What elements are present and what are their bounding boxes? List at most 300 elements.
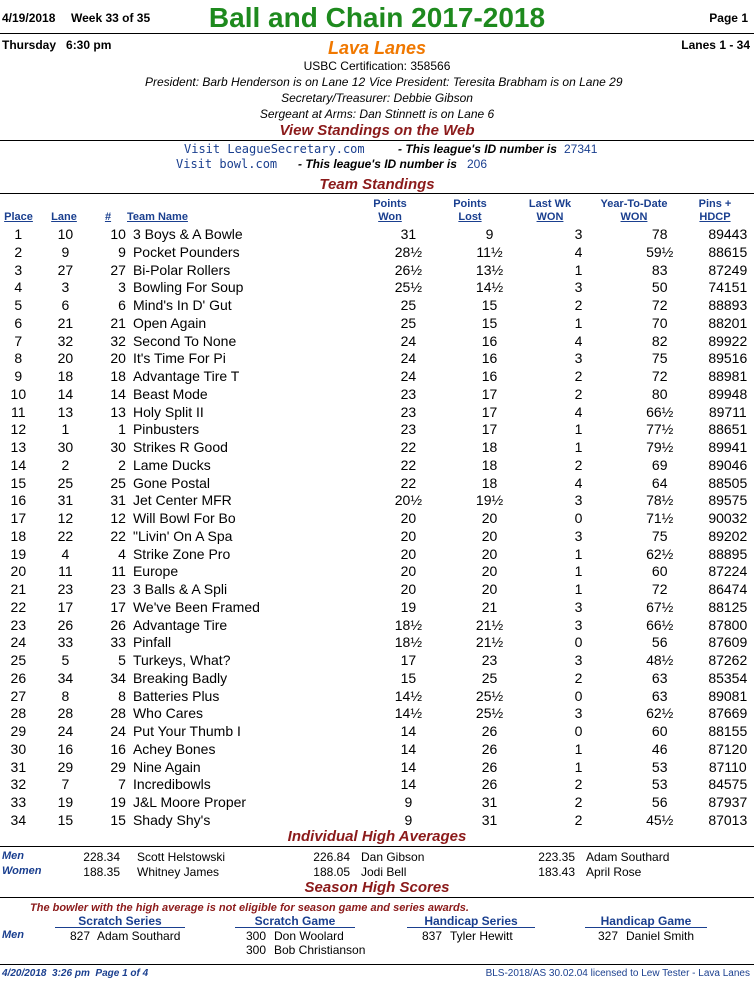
cell-team-name: Bowling For Soup [132,279,244,296]
cell-team-name: Jet Center MFR [132,492,232,509]
cell-lane: 2 [61,456,70,473]
cell-last-week-won: 3 [574,279,583,296]
standings-rule [0,193,754,194]
cell-place: 29 [10,723,27,739]
cell-ytd-won: 48½ [646,652,674,668]
cell-team-name: Holy Split II [132,403,204,420]
cell-points-lost: 26 [481,723,498,739]
men-label: Men [2,850,24,862]
cell-points-lost: 31 [481,794,498,810]
cell-team-number: 11 [111,563,126,580]
cell-place: 17 [10,510,27,526]
day-time: Thursday 6:30 pm [2,38,112,52]
cell-team-number: 25 [110,474,126,491]
cell-ytd-won: 59½ [646,243,674,260]
col-header-points-won: Points Won [373,198,407,223]
cell-place: 23 [10,616,27,633]
cell-team-name: Mind's In D' Gut [132,297,232,313]
cell-team-name: Europe [132,563,179,580]
cell-ytd-won: 71½ [646,510,674,526]
cell-points-lost: 31 [481,811,498,828]
cell-pins-hdcp: 86474 [708,581,748,597]
cell-lane: 22 [57,527,74,544]
cell-points-lost: 26 [481,776,498,793]
cell-place: 8 [14,350,23,367]
leaguesecretary-link[interactable]: Visit LeagueSecretary.com [184,142,365,156]
col-header-ytd: Year-To-Date WON [600,198,668,223]
cell-ytd-won: 75 [651,350,668,367]
handicap-game-name: Daniel Smith [626,929,695,943]
cell-team-number: 8 [118,687,126,704]
cell-points-won: 31 [400,226,417,242]
cell-team-number: 22 [110,527,126,544]
cell-pins-hdcp: 87110 [708,758,747,775]
cell-points-lost: 21½ [475,616,504,633]
cell-points-lost: 20 [481,510,498,526]
cell-team-name: Strikes R Good [132,439,228,455]
cell-points-lost: 20 [481,527,498,544]
cell-lane: 28 [57,705,74,722]
cell-lane: 13 [57,403,74,420]
standings-row [0,226,754,244]
cell-lane: 7 [61,776,70,793]
women-avg-3-name: April Rose [586,865,642,879]
cell-last-week-won: 1 [574,758,583,775]
cell-team-number: 19 [110,794,126,810]
cell-last-week-won: 1 [574,439,583,455]
cell-ytd-won: 62½ [646,705,674,722]
cell-pins-hdcp: 88615 [708,243,748,260]
col-header-number: # [104,211,112,223]
cell-team-name: Pinbusters [132,421,200,438]
cell-team-number: 10 [110,226,126,242]
standings-row [0,404,754,422]
cell-team-name: Gone Postal [132,474,211,491]
cell-points-won: 20 [400,563,417,580]
cell-team-name: Open Again [132,314,207,331]
cell-points-lost: 26 [481,758,498,775]
cell-points-lost: 17 [481,421,498,438]
cell-points-won: 14 [400,776,417,793]
cell-lane: 21 [57,314,74,331]
cell-points-lost: 23 [481,652,498,668]
cell-lane: 29 [57,758,74,775]
cell-points-lost: 16 [481,368,498,384]
lanes-label: Lanes 1 - 34 [681,38,750,52]
sergeant-line: Sergeant at Arms: Dan Stinnett is on Lane 6 [259,107,495,121]
web-section-title: View Standings on the Web [279,122,475,139]
standings-row [0,510,754,528]
cell-last-week-won: 2 [574,776,583,793]
cell-team-name: Shady Shy's [132,811,211,828]
cell-ytd-won: 72 [651,581,668,597]
cell-ytd-won: 78½ [646,492,674,509]
cell-points-won: 20 [400,581,417,597]
cell-ytd-won: 60 [651,723,668,739]
cell-team-number: 29 [110,758,126,775]
cell-points-won: 18½ [394,634,422,651]
women-avg-1-name: Whitney James [137,865,220,879]
cell-last-week-won: 3 [574,705,583,722]
leaguesecretary-id-text: - This league's ID number is [398,142,557,156]
report-date: 4/19/2018 [2,11,56,25]
week-label: Week 33 of 35 [71,11,151,25]
cell-place: 19 [10,545,27,562]
cell-lane: 33 [57,634,74,651]
cell-last-week-won: 3 [574,527,583,544]
cell-lane: 3 [61,279,70,296]
cell-lane: 10 [57,226,74,242]
cell-points-won: 20 [400,527,417,544]
cell-team-name: Put Your Thumb I [132,723,241,739]
cell-place: 14 [10,456,27,473]
cell-ytd-won: 63 [651,669,668,686]
cell-team-number: 20 [110,350,126,367]
standings-row [0,297,754,315]
cell-place: 2 [14,243,23,260]
standings-row [0,386,754,404]
averages-rule [0,846,754,847]
cell-last-week-won: 3 [574,652,583,668]
cell-last-week-won: 2 [574,811,583,828]
cell-ytd-won: 56 [651,794,668,810]
handicap-series-score: 837 [421,929,442,943]
cell-lane: 4 [61,545,70,562]
cell-lane: 32 [57,332,74,349]
cell-team-number: 34 [110,669,126,686]
cell-pins-hdcp: 87609 [708,634,748,651]
cell-lane: 17 [57,598,74,615]
cell-team-number: 12 [110,510,126,526]
cell-last-week-won: 3 [574,598,583,615]
standings-row [0,670,754,688]
cell-last-week-won: 3 [574,350,583,367]
usbc-certification: USBC Certification: 358566 [303,59,451,73]
cell-team-number: 23 [110,581,126,597]
scratch-game-score-1: 300 [245,929,266,943]
cell-ytd-won: 56 [651,634,668,651]
standings-row [0,546,754,564]
standings-row [0,350,754,368]
cell-points-lost: 15 [481,297,498,313]
cell-team-number: 27 [110,261,126,278]
cell-points-lost: 20 [481,581,498,597]
cell-team-number: 26 [110,616,126,633]
cell-ytd-won: 53 [651,758,668,775]
cell-ytd-won: 79½ [646,439,674,455]
cell-ytd-won: 83 [651,261,668,278]
cell-points-lost: 26 [481,740,498,757]
cell-points-won: 23 [400,403,417,420]
cell-team-name: Pinfall [132,634,172,651]
footer-timestamp: 4/20/2018 3:26 pm Page 1 of 4 [2,968,149,979]
president-line: President: Barb Henderson is on Lane 12 [145,75,366,89]
standings-row [0,617,754,635]
cell-ytd-won: 72 [651,297,668,313]
cell-last-week-won: 4 [574,332,583,349]
scratch-game-name-2: Bob Christianson [274,943,366,957]
cell-points-won: 24 [400,368,417,384]
standings-row [0,457,754,475]
cell-lane: 11 [58,563,73,580]
cell-ytd-won: 75 [651,527,668,544]
cell-points-lost: 18 [481,456,498,473]
vice-president-line: Vice President: Teresita Brabham is on Lane 29 [369,75,623,89]
cell-points-won: 22 [400,439,417,455]
cell-team-name: Turkeys, What? [132,652,231,668]
cell-place: 33 [10,794,27,810]
standings-row [0,688,754,706]
cell-pins-hdcp: 89081 [708,687,748,704]
cell-points-won: 20 [400,545,417,562]
cell-points-lost: 25 [481,669,498,686]
cell-lane: 6 [61,297,70,313]
cell-team-number: 32 [110,332,126,349]
cell-team-number: 14 [110,385,126,402]
cell-points-lost: 21½ [475,634,504,651]
cell-team-number: 24 [110,723,126,739]
cell-lane: 26 [57,616,74,633]
cell-points-lost: 20 [481,545,498,562]
standings-row [0,812,754,830]
col-header-last-week: Last Wk WON [528,198,572,223]
cell-pins-hdcp: 88895 [708,545,748,562]
standings-row [0,723,754,741]
cell-ytd-won: 82 [651,332,668,349]
cell-pins-hdcp: 87013 [708,811,748,828]
cell-points-won: 24 [400,350,417,367]
cell-team-name: Batteries Plus [132,687,220,704]
cell-lane: 1 [61,421,70,438]
cell-place: 31 [10,758,27,775]
cell-pins-hdcp: 87249 [708,261,748,278]
cell-points-lost: 17 [481,385,498,402]
cell-points-lost: 16 [481,350,498,367]
col-header-lane: Lane [51,211,77,223]
scratch-game-name-1: Don Woolard [274,929,344,943]
cell-place: 24 [10,634,27,651]
cell-pins-hdcp: 89443 [708,226,748,242]
cell-lane: 9 [61,243,70,260]
cell-place: 3 [14,261,23,278]
cell-ytd-won: 45½ [646,811,674,828]
cell-team-name: Incredibowls [132,776,211,793]
cell-points-won: 23 [400,421,417,438]
header-rule [0,33,754,34]
cell-last-week-won: 2 [574,368,583,384]
cell-lane: 23 [57,581,74,597]
cell-last-week-won: 4 [574,403,583,420]
handicap-game-score: 327 [597,929,618,943]
standings-table [0,226,754,830]
cell-pins-hdcp: 89948 [708,385,748,402]
cell-lane: 5 [61,652,70,668]
cell-place: 12 [10,421,27,438]
cell-team-name: Advantage Tire [132,616,228,633]
cell-points-won: 23 [400,385,417,402]
cell-place: 27 [10,687,27,704]
bowlcom-link[interactable]: Visit bowl.com [176,157,278,171]
cell-points-won: 14 [400,723,417,739]
cell-place: 16 [10,492,27,509]
cell-team-name: We've Been Framed [132,598,260,615]
cell-team-name: It's Time For Pi [132,350,226,367]
handicap-series-rule [407,927,535,928]
cell-last-week-won: 2 [574,456,583,473]
cell-place: 34 [10,811,27,828]
cell-pins-hdcp: 88981 [708,368,748,384]
standings-row [0,439,754,457]
cell-points-lost: 25½ [475,705,504,722]
cell-ytd-won: 78 [651,226,668,242]
men-avg-2: 226.84 [313,850,350,864]
cell-pins-hdcp: 89046 [708,456,748,473]
cell-lane: 24 [57,723,74,739]
cell-team-number: 4 [118,545,126,562]
cell-points-won: 24 [400,332,417,349]
cell-team-number: 17 [110,598,126,615]
standings-row [0,599,754,617]
standings-row [0,244,754,262]
standings-row [0,315,754,333]
cell-last-week-won: 3 [574,616,583,633]
standings-row [0,262,754,280]
cell-last-week-won: 0 [574,510,583,526]
standings-row [0,421,754,439]
season-section-title: Season High Scores [304,879,450,896]
cell-team-name: 3 Boys & A Bowle [132,226,243,242]
cell-last-week-won: 2 [574,297,583,313]
cell-ytd-won: 62½ [646,545,674,562]
cell-points-won: 26½ [394,261,422,278]
cell-points-won: 28½ [394,243,422,260]
cell-team-name: Nine Again [132,758,201,775]
cell-place: 4 [14,279,23,296]
cell-last-week-won: 2 [574,669,583,686]
footer-license: BLS-2018/AS 30.02.04 licensed to Lew Tester - Lava Lanes [485,968,750,979]
cell-pins-hdcp: 87800 [708,616,748,633]
cell-pins-hdcp: 88893 [708,297,748,313]
cell-team-name: 3 Balls & A Spli [132,581,228,597]
cell-place: 11 [11,403,26,420]
cell-points-lost: 16 [481,332,498,349]
cell-place: 13 [10,439,27,455]
men-avg-1-name: Scott Helstowski [137,850,226,864]
cell-points-lost: 15 [481,314,498,331]
col-header-place: Place [4,211,33,223]
cell-ytd-won: 53 [651,776,668,793]
cell-points-won: 22 [400,456,417,473]
cell-team-number: 3 [118,279,126,296]
cell-place: 18 [10,527,27,544]
cell-team-number: 16 [110,740,126,757]
averages-section-title: Individual High Averages [287,828,467,845]
cell-points-lost: 13½ [475,261,504,278]
cell-pins-hdcp: 87120 [708,740,748,757]
scratch-game-rule [235,927,355,928]
men-avg-3-name: Adam Southard [586,850,670,864]
cell-ytd-won: 77½ [646,421,674,438]
cell-last-week-won: 3 [574,492,583,509]
cell-points-won: 14½ [394,705,422,722]
cell-pins-hdcp: 88155 [708,723,748,739]
cell-last-week-won: 1 [574,314,583,331]
cell-place: 21 [10,581,27,597]
cell-pins-hdcp: 89711 [708,403,747,420]
cell-place: 30 [10,740,27,757]
cell-team-number: 21 [110,314,126,331]
cell-ytd-won: 66½ [646,403,674,420]
cell-pins-hdcp: 84575 [708,776,748,793]
col-header-team: Team Name [127,211,188,223]
cell-points-lost: 25½ [475,687,504,704]
cell-ytd-won: 67½ [646,598,674,615]
cell-place: 28 [10,705,27,722]
secretary-line: Secretary/Treasurer: Debbie Gibson [281,91,473,105]
cell-place: 7 [14,332,23,349]
cell-team-number: 30 [110,439,126,455]
page-label: Page 1 [709,11,748,25]
cell-team-number: 15 [110,811,126,828]
cell-last-week-won: 1 [574,545,583,562]
scratch-series-rule [55,927,185,928]
men-avg-2-name: Dan Gibson [361,850,425,864]
handicap-game-rule [585,927,707,928]
cell-place: 25 [10,652,27,668]
cell-team-number: 2 [118,456,126,473]
standings-row [0,368,754,386]
cell-ytd-won: 66½ [646,616,674,633]
cell-place: 9 [14,368,23,384]
handicap-series-name: Tyler Hewitt [450,929,513,943]
standings-row [0,492,754,510]
cell-lane: 25 [57,474,74,491]
cell-points-lost: 21 [481,598,498,615]
cell-pins-hdcp: 85354 [708,669,748,686]
cell-last-week-won: 1 [574,421,583,438]
standings-row [0,475,754,493]
cell-place: 22 [10,598,27,615]
women-avg-2-name: Jodi Bell [361,865,407,879]
cell-team-number: 7 [118,776,126,793]
men-avg-1: 228.34 [83,850,120,864]
cell-points-lost: 18 [481,439,498,455]
cell-pins-hdcp: 88505 [708,474,748,491]
scratch-series-name: Adam Southard [97,929,181,943]
cell-points-won: 20½ [394,492,422,509]
cell-pins-hdcp: 74151 [708,279,748,296]
eligibility-note: The bowler with the high average is not eligible for season game and series awards. [30,902,469,914]
standings-row [0,652,754,670]
league-title: Ball and Chain 2017-2018 [208,2,546,33]
cell-last-week-won: 1 [574,740,583,757]
col-header-points-lost: Points Lost [453,198,487,223]
cell-lane: 19 [57,794,74,810]
header-handicap-game: Handicap Game [600,914,692,928]
cell-lane: 16 [57,740,74,757]
cell-place: 26 [10,669,27,686]
cell-lane: 30 [57,439,74,455]
cell-ytd-won: 80 [651,385,668,402]
cell-last-week-won: 0 [574,687,583,704]
bowlcom-id-text: - This league's ID number is [298,157,457,171]
cell-lane: 15 [57,811,74,828]
women-avg-3: 183.43 [538,865,575,879]
cell-lane: 20 [57,350,74,367]
cell-points-lost: 20 [481,563,498,580]
cell-lane: 31 [57,492,74,509]
col-header-pins: Pins + HDCP [698,198,732,223]
